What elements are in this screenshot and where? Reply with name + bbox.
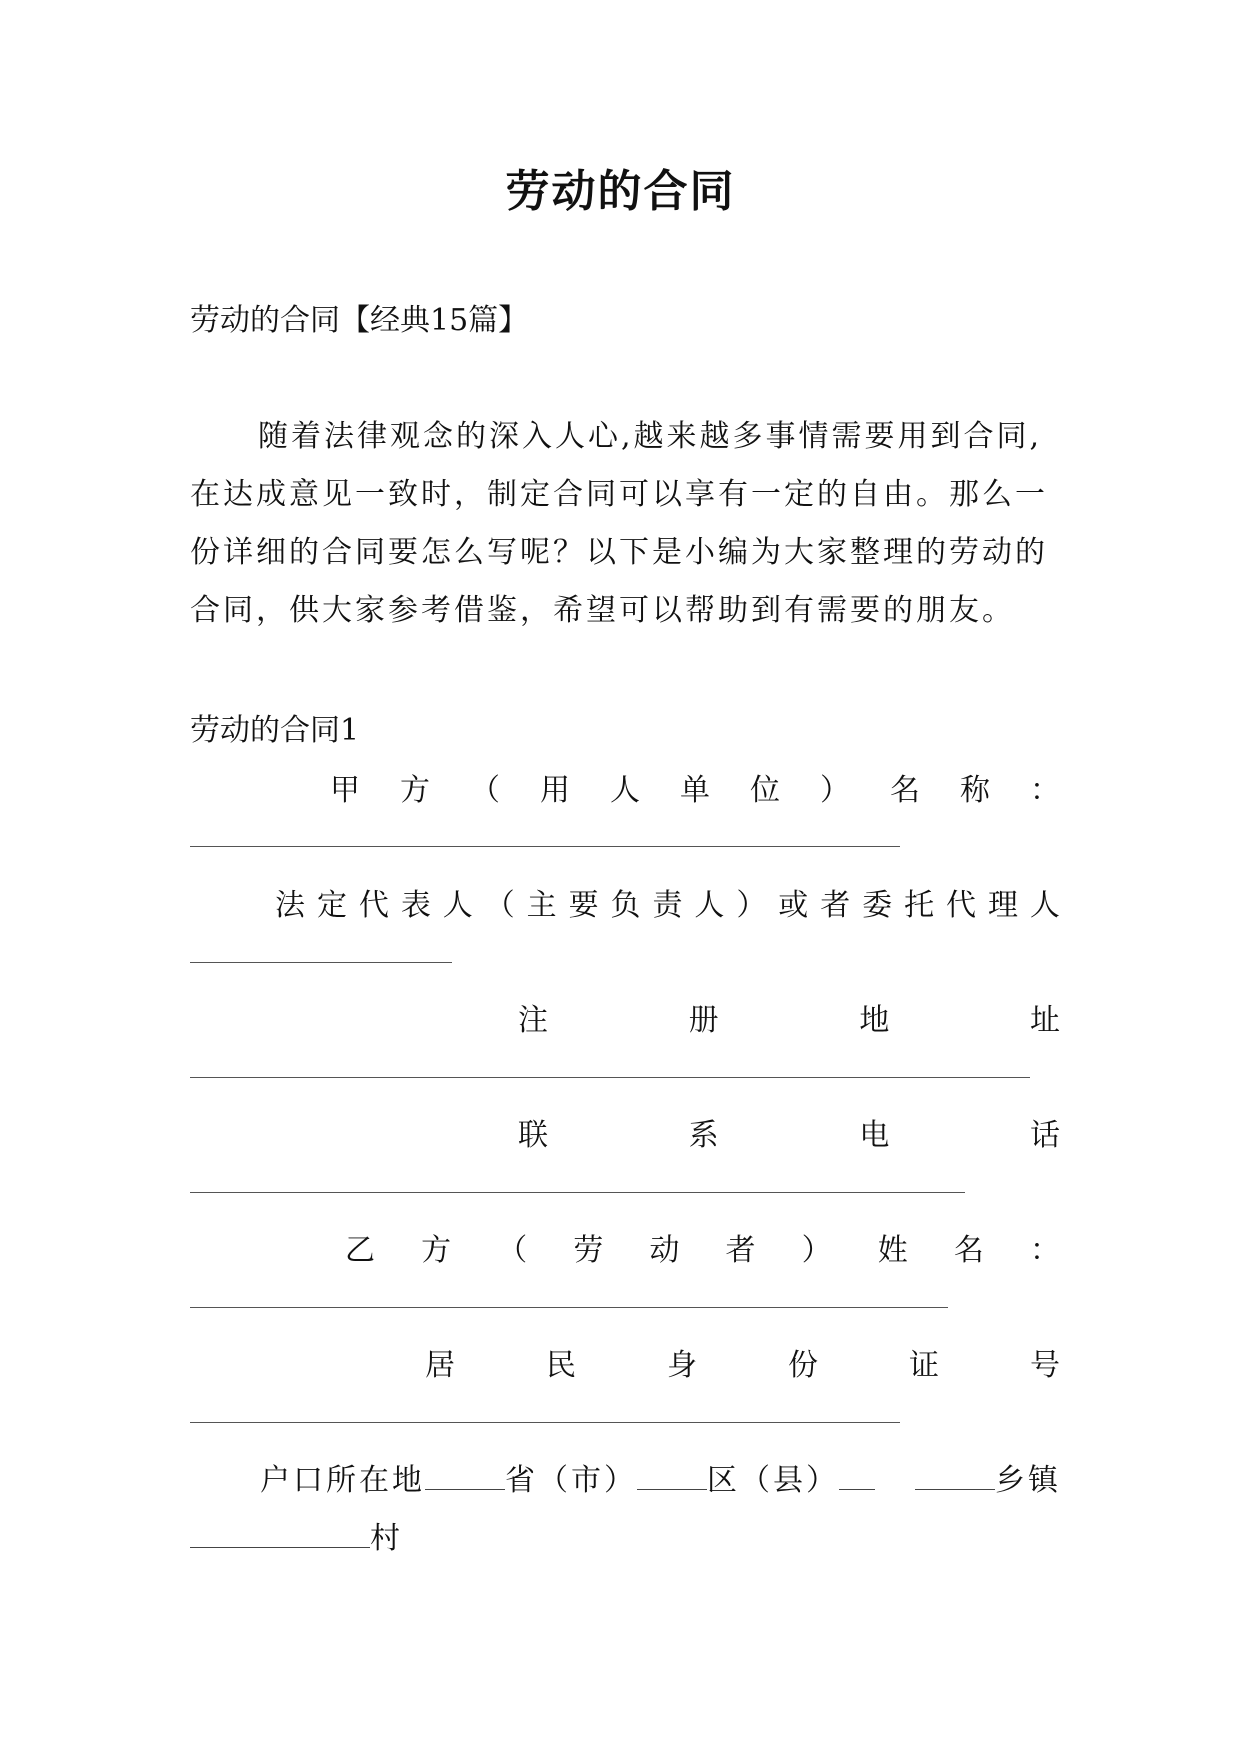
party-a-name-blank bbox=[190, 846, 900, 847]
hukou-district: 区（县） bbox=[707, 1463, 839, 1498]
hukou-village-blank bbox=[190, 1521, 370, 1548]
party-b-id-label: 居 民 身 份 证 号 bbox=[425, 1348, 1060, 1383]
party-a-address-label: 注 册 地 址 bbox=[518, 1003, 1060, 1038]
hukou-province: 省（市） bbox=[505, 1463, 637, 1498]
hukou-village: 村 bbox=[370, 1521, 400, 1556]
party-b-id-blank bbox=[190, 1422, 900, 1423]
hukou-township: 乡镇 bbox=[995, 1463, 1061, 1498]
section-heading: 劳动的合同1 bbox=[190, 713, 360, 748]
party-b-hukou-line bbox=[260, 1455, 1061, 1499]
party-a-name-label: 甲 方 （ 用 人 单 位 ） 名 称 ： bbox=[330, 773, 1060, 808]
party-b-name-blank bbox=[190, 1307, 948, 1308]
party-a-representative-blank bbox=[190, 962, 452, 963]
hukou-prefix: 户口所在地 bbox=[260, 1463, 425, 1498]
hukou-district-blank bbox=[637, 1463, 707, 1490]
party-a-phone-label: 联 系 电 话 bbox=[518, 1118, 1060, 1153]
hukou-district-tail-blank bbox=[839, 1463, 875, 1490]
party-b-village-line bbox=[190, 1513, 400, 1557]
document-title: 劳动的合同 bbox=[505, 166, 736, 217]
hukou-township-blank bbox=[915, 1463, 995, 1490]
party-b-name-label: 乙 方 （ 劳 动 者 ） 姓 名 ： bbox=[345, 1233, 1060, 1268]
party-a-address-blank bbox=[190, 1077, 1030, 1078]
party-a-phone-blank bbox=[190, 1192, 965, 1193]
party-a-representative-label: 法 定 代 表 人 （ 主 要 负 责 人 ） 或 者 委 托 代 理 人 bbox=[275, 888, 1060, 923]
intro-paragraph: 随着法律观念的深入人心,越来越多事情需要用到合同,在达成意见一致时，制定合同可以享有一定的自由。那么一份详细的合同要怎么写呢？以下是小编为大家整理的劳动的合同，供大家参考借鉴，希望可以帮助到有需要的朋友。 bbox=[190, 419, 1048, 628]
hukou-province-blank bbox=[425, 1463, 505, 1490]
document-subtitle: 劳动的合同【经典15篇】 bbox=[190, 303, 529, 338]
